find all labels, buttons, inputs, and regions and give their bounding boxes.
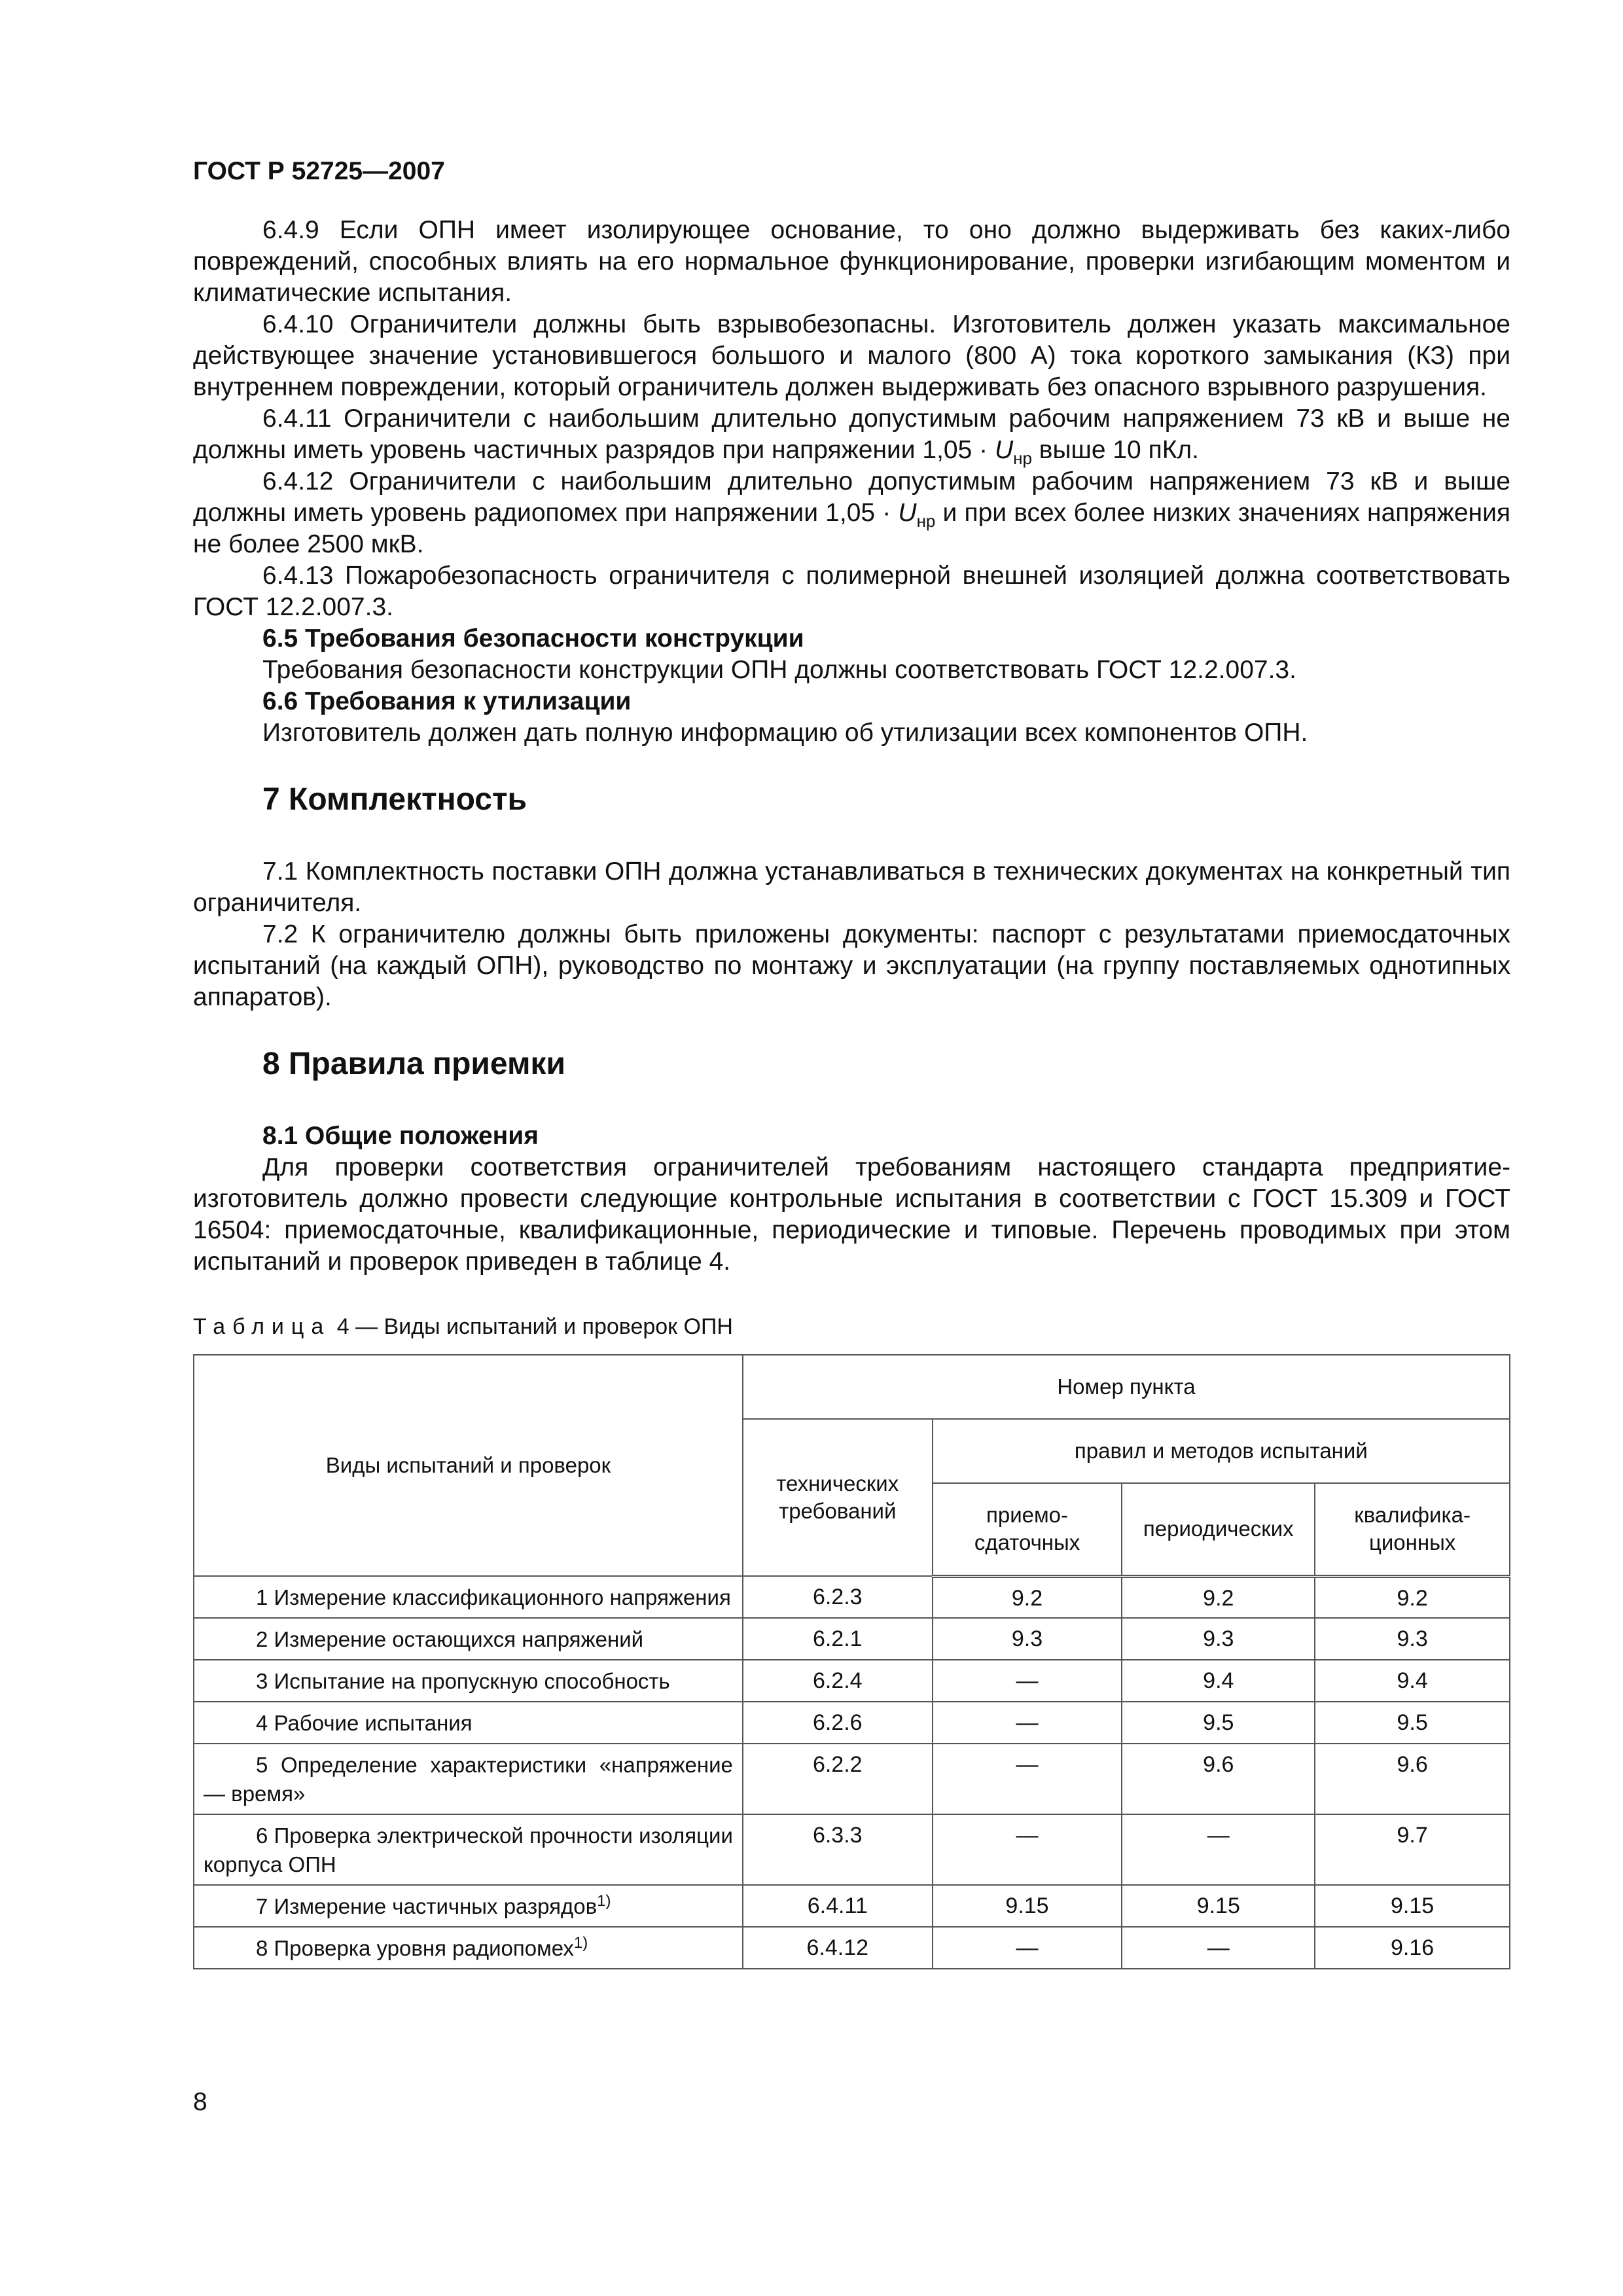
test-name-cell bbox=[194, 1576, 743, 1618]
document-page bbox=[193, 157, 1510, 1969]
paragraph-7-2: 7.2 К ограничителю должны быть приложены документы: паспорт с результатами приемосдаточных испытаний (на каждый ОПН), руководство по монтажу и эксплуатации (на группу поставляемых однотипных аппаратов). bbox=[193, 920, 1510, 1011]
cell-accept: — bbox=[933, 1744, 1122, 1814]
cell-qual: 9.2 bbox=[1315, 1576, 1510, 1618]
cell-tech: 6.3.3 bbox=[743, 1814, 933, 1885]
cell-accept: 9.3 bbox=[933, 1618, 1122, 1660]
test-name-cell bbox=[194, 1702, 743, 1744]
cell-tech: 6.2.3 bbox=[743, 1576, 933, 1618]
cell-accept: 9.15 bbox=[933, 1885, 1122, 1927]
subsection-8-1-title: 8.1 Общие положения bbox=[262, 1122, 539, 1150]
cell-qual: 9.16 bbox=[1315, 1927, 1510, 1969]
test-name-cell bbox=[194, 1660, 743, 1702]
table-row bbox=[194, 1814, 1510, 1885]
cell-tech: 6.2.1 bbox=[743, 1618, 933, 1660]
cell-accept: — bbox=[933, 1814, 1122, 1885]
cell-period: 9.3 bbox=[1122, 1618, 1315, 1660]
table-body bbox=[194, 1576, 1510, 1969]
paragraph-6-5: Требования безопасности конструкции ОПН должны соответствовать ГОСТ 12.2.007.3. bbox=[262, 656, 1296, 684]
table-caption-text: 4 — Виды испытаний и проверок ОПН bbox=[330, 1314, 733, 1339]
cell-accept: 9.2 bbox=[933, 1576, 1122, 1618]
u-subscript: нр bbox=[1013, 448, 1032, 468]
cell-tech: 6.2.2 bbox=[743, 1744, 933, 1814]
cell-period: 9.2 bbox=[1122, 1576, 1315, 1618]
col-header-clause-number: Номер пункта bbox=[743, 1355, 1510, 1419]
footnote-marker: 1) bbox=[573, 1934, 588, 1952]
subsection-6-6-title: 6.6 Требования к утилизации bbox=[262, 687, 632, 715]
table-row bbox=[194, 1618, 1510, 1660]
u-symbol: U bbox=[994, 436, 1014, 464]
col-header-test-types: Виды испытаний и проверок bbox=[194, 1355, 743, 1576]
cell-accept: — bbox=[933, 1702, 1122, 1744]
cell-qual: 9.15 bbox=[1315, 1885, 1510, 1927]
test-name-cell bbox=[194, 1927, 743, 1969]
cell-tech: 6.2.6 bbox=[743, 1702, 933, 1744]
paragraph-6-4-13: 6.4.13 Пожаробезопасность ограничителя с полимерной внешней изоляцией должна соответствовать ГОСТ 12.2.007.3. bbox=[193, 562, 1510, 621]
cell-period: — bbox=[1122, 1927, 1315, 1969]
table-row bbox=[194, 1744, 1510, 1814]
col-header-test-rules: правил и методов испытаний bbox=[933, 1419, 1510, 1483]
u-symbol: U bbox=[898, 499, 917, 527]
table-row bbox=[194, 1885, 1510, 1927]
cell-tech: 6.4.12 bbox=[743, 1927, 933, 1969]
cell-accept: — bbox=[933, 1660, 1122, 1702]
paragraph-7-1: 7.1 Комплектность поставки ОПН должна устанавливаться в технических документах на конкретный тип ограничителя. bbox=[193, 857, 1510, 917]
test-name: 1 Измерение классификационного напряжения bbox=[256, 1585, 731, 1609]
test-name: 2 Измерение остающихся напряжений bbox=[256, 1627, 644, 1651]
test-name-cell bbox=[194, 1885, 743, 1927]
table-caption bbox=[193, 1314, 1510, 1340]
paragraph-6-4-12 bbox=[193, 466, 1510, 560]
col-header-qualification: квалифика-ционных bbox=[1315, 1483, 1510, 1576]
table-row bbox=[194, 1660, 1510, 1702]
cell-qual: 9.6 bbox=[1315, 1744, 1510, 1814]
paragraph-6-4-11 bbox=[193, 403, 1510, 466]
section-7-heading: 7 Комплектность bbox=[262, 782, 527, 817]
subsection-6-5-title: 6.5 Требования безопасности конструкции bbox=[262, 624, 804, 653]
table-row bbox=[194, 1576, 1510, 1618]
paragraph-6-4-12-text-b: и при всех более низких значениях напряжения не более 2500 мкВ. bbox=[193, 499, 1510, 558]
test-name-cell bbox=[194, 1744, 743, 1814]
table-caption-word: Таблица bbox=[193, 1314, 331, 1339]
cell-period: 9.6 bbox=[1122, 1744, 1315, 1814]
cell-accept: — bbox=[933, 1927, 1122, 1969]
cell-period: 9.15 bbox=[1122, 1885, 1315, 1927]
cell-tech: 6.4.11 bbox=[743, 1885, 933, 1927]
col-header-acceptance: приемо-сдаточных bbox=[933, 1483, 1122, 1576]
cell-period: 9.5 bbox=[1122, 1702, 1315, 1744]
cell-period: 9.4 bbox=[1122, 1660, 1315, 1702]
page-number: 8 bbox=[193, 2088, 207, 2116]
paragraph-6-4-11-text-b: выше 10 пКл. bbox=[1031, 436, 1200, 464]
test-name: 6 Проверка электрической прочности изоляции корпуса ОПН bbox=[204, 1823, 733, 1876]
test-name: 5 Определение характеристики «напряжение — время» bbox=[204, 1753, 733, 1806]
col-header-tech-requirements: технических требований bbox=[743, 1419, 933, 1576]
paragraph-8-1: Для проверки соответствия ограничителей требованиям настоящего стандарта предприятие-изготовитель должно провести следующие контрольные испытания в соответствии с ГОСТ 15.309 и ГОСТ 16504: приемосдаточные, квалификационные, периодические и типовые. Перечень проводимых при этом испытаний и проверок приведен в таблице 4. bbox=[193, 1153, 1510, 1276]
paragraph-6-4-11-text-a: 6.4.11 Ограничители с наибольшим длительно допустимым рабочим напряжением 73 кВ и выше не должны иметь уровень частичных разрядов при напряжении 1,05 · bbox=[193, 404, 1510, 464]
cell-period: — bbox=[1122, 1814, 1315, 1885]
cell-qual: 9.4 bbox=[1315, 1660, 1510, 1702]
test-name-cell bbox=[194, 1814, 743, 1885]
footnote-marker: 1) bbox=[597, 1892, 611, 1910]
test-name: 7 Измерение частичных разрядов bbox=[256, 1894, 597, 1918]
col-header-periodic: периодических bbox=[1122, 1483, 1315, 1576]
cell-qual: 9.3 bbox=[1315, 1618, 1510, 1660]
tests-table bbox=[193, 1354, 1510, 1969]
test-name: 4 Рабочие испытания bbox=[256, 1711, 473, 1735]
paragraph-6-4-9: 6.4.9 Если ОПН имеет изолирующее основание, то оно должно выдерживать без каких-либо повреждений, способных влиять на его нормальное функционирование, проверки изгибающим моментом и климатические испытания. bbox=[193, 216, 1510, 307]
table-row bbox=[194, 1927, 1510, 1969]
cell-tech: 6.2.4 bbox=[743, 1660, 933, 1702]
section-8-heading: 8 Правила приемки bbox=[262, 1047, 566, 1081]
paragraph-6-4-12-text-a: 6.4.12 Ограничители с наибольшим длительно допустимым рабочим напряжением 73 кВ и выше должны иметь уровень радиопомех при напряжении 1,05 · bbox=[193, 467, 1510, 527]
cell-qual: 9.5 bbox=[1315, 1702, 1510, 1744]
paragraph-6-6: Изготовитель должен дать полную информацию об утилизации всех компонентов ОПН. bbox=[262, 719, 1308, 747]
test-name-cell bbox=[194, 1618, 743, 1660]
table-row bbox=[194, 1702, 1510, 1744]
u-subscript: нр bbox=[916, 511, 936, 531]
test-name: 3 Испытание на пропускную способность bbox=[256, 1669, 670, 1693]
cell-qual: 9.7 bbox=[1315, 1814, 1510, 1885]
document-header: ГОСТ Р 52725—2007 bbox=[193, 157, 445, 185]
test-name: 8 Проверка уровня радиопомех bbox=[256, 1936, 574, 1960]
paragraph-6-4-10: 6.4.10 Ограничители должны быть взрывобезопасны. Изготовитель должен указать максимальное действующее значение установившегося большого и малого (800 А) тока короткого замыкания (КЗ) при внутреннем повреждении, который ограничитель должен выдерживать без опасного взрывного разрушения. bbox=[193, 310, 1510, 401]
